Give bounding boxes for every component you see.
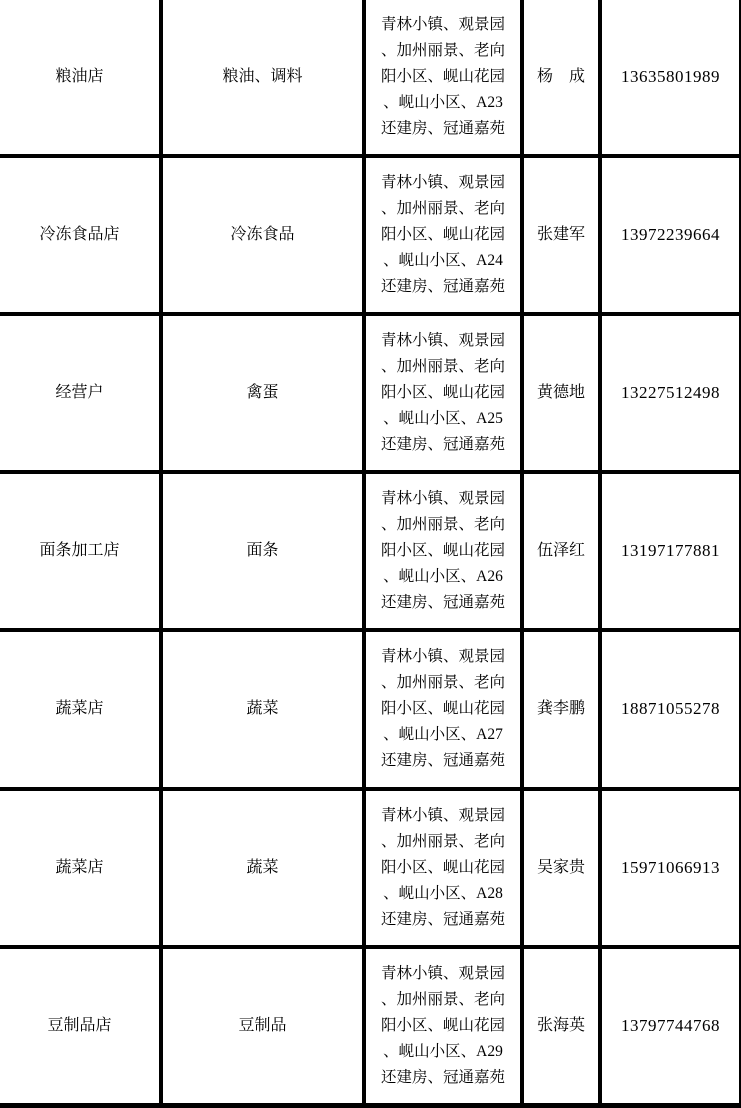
store-type-cell: 蔬菜店 bbox=[0, 630, 161, 788]
phone-number-cell: 13635801989 bbox=[600, 0, 741, 156]
products-cell: 冷冻食品 bbox=[161, 156, 364, 314]
products-cell: 蔬菜 bbox=[161, 630, 364, 788]
products-cell: 禽蛋 bbox=[161, 314, 364, 472]
table-row bbox=[0, 0, 741, 156]
phone-number-cell: 13972239664 bbox=[600, 156, 741, 314]
contact-name-cell: 吴家贵 bbox=[522, 789, 600, 947]
service-area-cell: 青林小镇、观景园 、加州丽景、老向 阳小区、岘山花园 、岘山小区、A27 还建房、冠通嘉苑 bbox=[364, 630, 522, 788]
table-row bbox=[0, 314, 741, 472]
service-area-cell: 青林小镇、观景园 、加州丽景、老向 阳小区、岘山花园 、岘山小区、A24 还建房、冠通嘉苑 bbox=[364, 156, 522, 314]
store-type-cell: 冷冻食品店 bbox=[0, 156, 161, 314]
products-cell: 面条 bbox=[161, 472, 364, 630]
table-row bbox=[0, 947, 741, 1106]
store-type-cell: 豆制品店 bbox=[0, 947, 161, 1106]
phone-number-cell: 13227512498 bbox=[600, 314, 741, 472]
service-area-cell: 青林小镇、观景园 、加州丽景、老向 阳小区、岘山花园 、岘山小区、A28 还建房、冠通嘉苑 bbox=[364, 789, 522, 947]
table-row bbox=[0, 630, 741, 788]
service-area-cell: 青林小镇、观景园 、加州丽景、老向 阳小区、岘山花园 、岘山小区、A23 还建房、冠通嘉苑 bbox=[364, 0, 522, 156]
table-row bbox=[0, 789, 741, 947]
products-cell: 蔬菜 bbox=[161, 789, 364, 947]
contact-name-cell: 杨 成 bbox=[522, 0, 600, 156]
contact-name-cell: 张海英 bbox=[522, 947, 600, 1106]
contact-name-cell: 张建军 bbox=[522, 156, 600, 314]
store-type-cell: 蔬菜店 bbox=[0, 789, 161, 947]
table-row bbox=[0, 156, 741, 314]
table-row bbox=[0, 472, 741, 630]
store-type-cell: 面条加工店 bbox=[0, 472, 161, 630]
contact-name-cell: 伍泽红 bbox=[522, 472, 600, 630]
products-cell: 粮油、调料 bbox=[161, 0, 364, 156]
contact-name-cell: 黄德地 bbox=[522, 314, 600, 472]
phone-number-cell: 13797744768 bbox=[600, 947, 741, 1106]
phone-number-cell: 13197177881 bbox=[600, 472, 741, 630]
service-area-cell: 青林小镇、观景园 、加州丽景、老向 阳小区、岘山花园 、岘山小区、A25 还建房、冠通嘉苑 bbox=[364, 314, 522, 472]
service-area-cell: 青林小镇、观景园 、加州丽景、老向 阳小区、岘山花园 、岘山小区、A29 还建房、冠通嘉苑 bbox=[364, 947, 522, 1106]
products-cell: 豆制品 bbox=[161, 947, 364, 1106]
store-type-cell: 经营户 bbox=[0, 314, 161, 472]
phone-number-cell: 18871055278 bbox=[600, 630, 741, 788]
phone-number-cell: 15971066913 bbox=[600, 789, 741, 947]
service-area-cell: 青林小镇、观景园 、加州丽景、老向 阳小区、岘山花园 、岘山小区、A26 还建房、冠通嘉苑 bbox=[364, 472, 522, 630]
contact-name-cell: 龚李鹏 bbox=[522, 630, 600, 788]
store-type-cell: 粮油店 bbox=[0, 0, 161, 156]
